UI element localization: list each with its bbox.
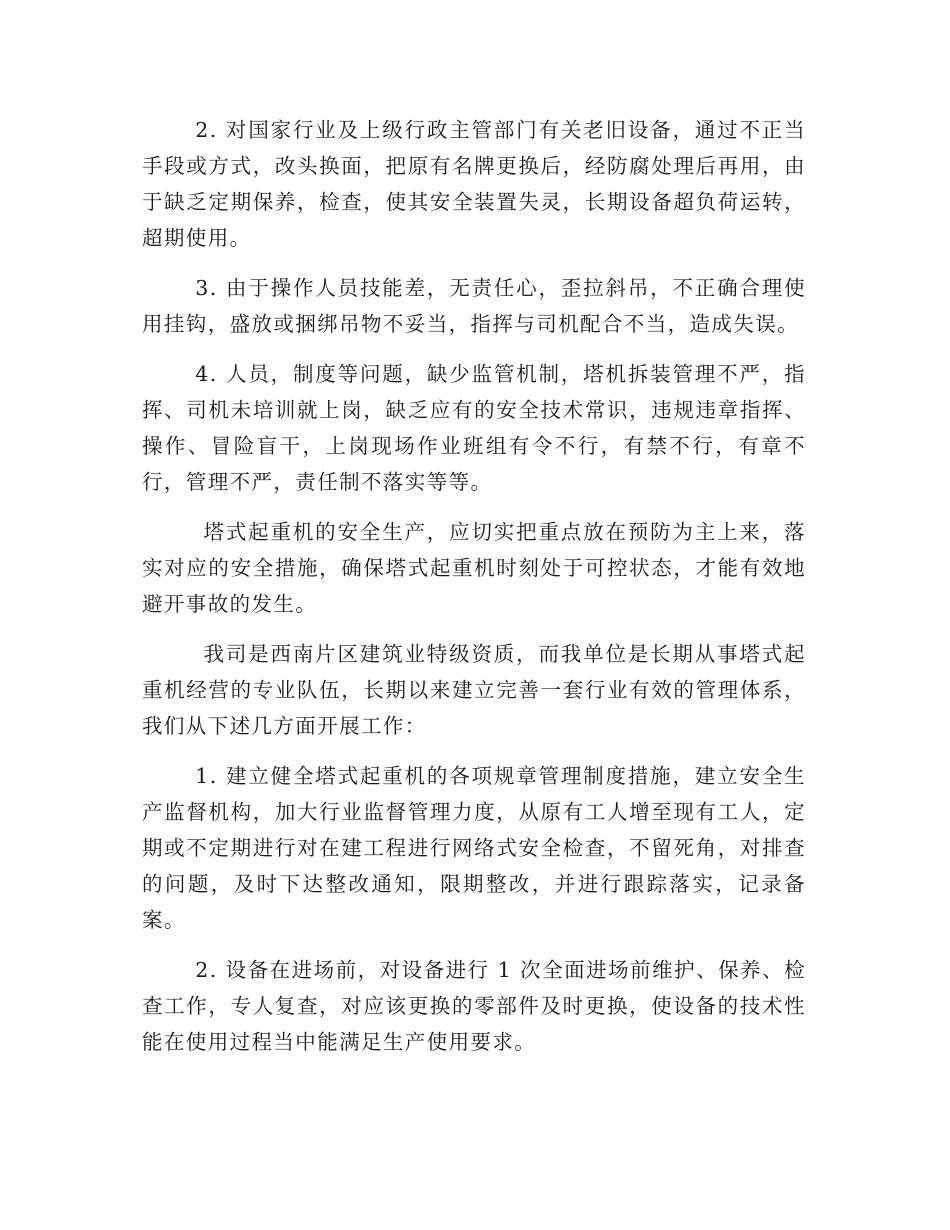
paragraph-item-3-operator-skill: 3. 由于操作人员技能差，无责任心，歪拉斜吊，不正确合理使用挂钩，盛放或捆绑吊物不妥当，指挥与司机配合不当，造成失误。	[142, 276, 806, 336]
document-body	[142, 112, 806, 1074]
paragraph-measure-1-rules: 1. 建立健全塔式起重机的各项规章管理制度措施，建立安全生产监督机构，加大行业监督管理力度，从原有工人增至现有工人，定期或不定期进行对在建工程进行网络式安全检查，不留死角，对排查的问题，及时下达整改通知，限期整改，并进行跟踪落实，记录备案。	[142, 764, 806, 932]
paragraph-company-intro: 我司是西南片区建筑业特级资质，而我单位是长期从事塔式起重机经营的专业队伍，长期以来建立完善一套行业有效的管理体系，我们从下述几方面开展工作：	[142, 642, 806, 738]
paragraph-item-2-old-equipment: 2. 对国家行业及上级行政主管部门有关老旧设备，通过不正当手段或方式，改头换面，把原有名牌更换后，经防腐处理后再用，由于缺乏定期保养，检查，使其安全装置失灵，长期设备超负荷运转，超期使用。	[142, 118, 806, 250]
paragraph-item-4-personnel-system: 4. 人员，制度等问题，缺少监管机制，塔机拆装管理不严，指挥、司机未培训就上岗，缺乏应有的安全技术常识，违规违章指挥、操作、冒险盲干，上岗现场作业班组有令不行，有禁不行，有章不行，管理不严，责任制不落实等等。	[142, 362, 806, 494]
paragraph-measure-2-equipment-check: 2. 设备在进场前，对设备进行 1 次全面进场前维护、保养、检查工作，专人复查，对应该更换的零部件及时更换，使设备的技术性能在使用过程当中能满足生产使用要求。	[142, 958, 806, 1054]
paragraph-safety-prevention: 塔式起重机的安全生产，应切实把重点放在预防为主上来，落实对应的安全措施，确保塔式起重机时刻处于可控状态，才能有效地避开事故的发生。	[142, 520, 806, 616]
